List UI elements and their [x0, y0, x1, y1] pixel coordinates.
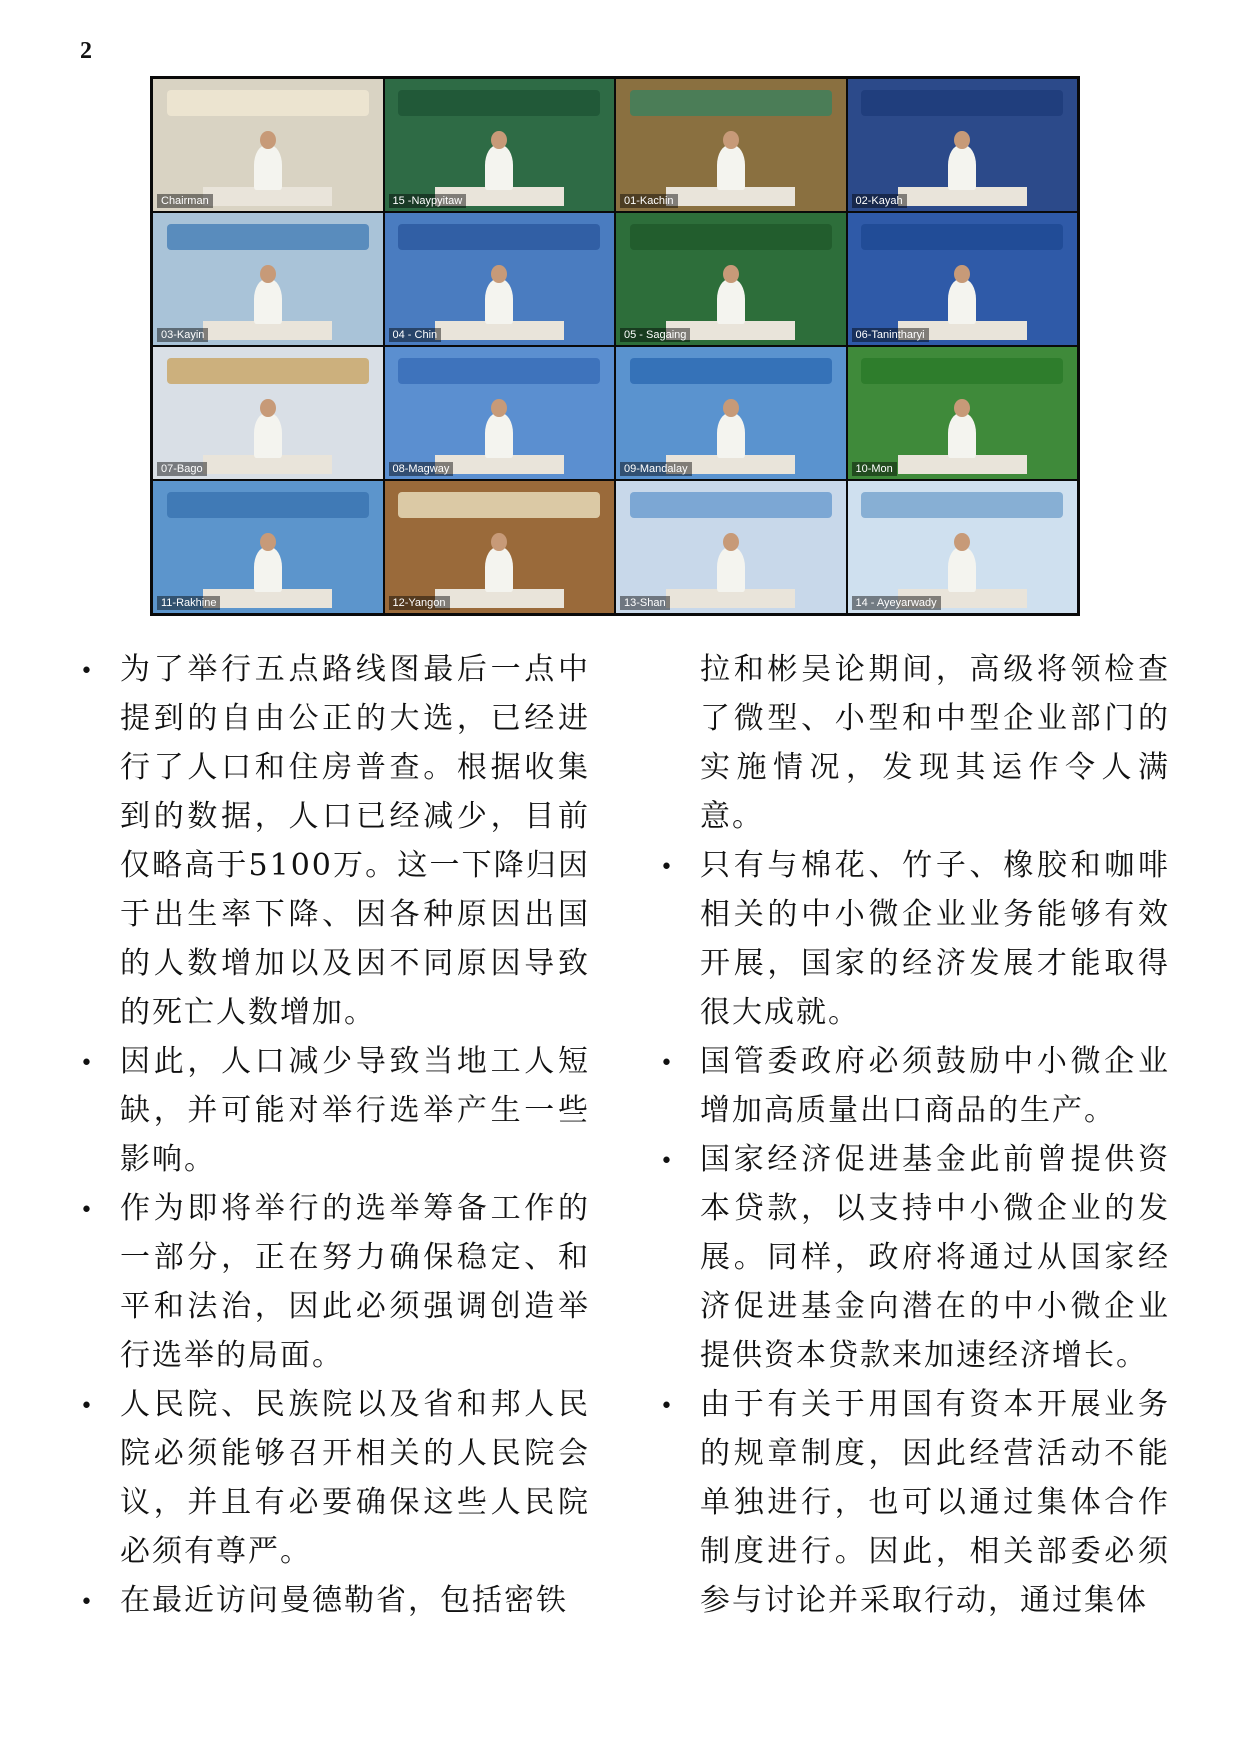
tile-label: 05 - Sagaing: [620, 328, 690, 342]
tile-label: 14 - Ayeyarwady: [852, 596, 941, 610]
speaker-figure: [948, 413, 976, 458]
speaker-figure: [485, 547, 513, 592]
tile-label: 07-Bago: [157, 462, 207, 476]
speaker-figure: [485, 413, 513, 458]
page-number: 2: [80, 38, 92, 64]
desk: [898, 187, 1027, 205]
speaker-figure: [254, 547, 282, 592]
banner-sign: [861, 492, 1063, 518]
desk: [666, 187, 795, 205]
speaker-head: [491, 131, 507, 149]
tile-label: 03-Kayin: [157, 328, 208, 342]
desk: [435, 455, 564, 473]
speaker-head: [260, 399, 276, 417]
right-bullet-list: [650, 645, 1170, 1625]
speaker-head: [954, 131, 970, 149]
bullet-paragraph: • 只有与棉花、竹子、橡胶和咖啡相关的中小微企业业务能够有效开展，国家的经济发展才能取得很大成就。: [650, 841, 1170, 1037]
banner-sign: [861, 90, 1063, 116]
conference-tile: [848, 347, 1078, 479]
banner-sign: [167, 90, 369, 116]
speaker-head: [260, 265, 276, 283]
speaker-figure: [948, 547, 976, 592]
banner-sign: [630, 358, 832, 384]
speaker-figure: [254, 145, 282, 190]
article-body: [70, 645, 1170, 1625]
desk: [435, 321, 564, 339]
conference-tile: [616, 79, 846, 211]
tile-label: 09-Mandalay: [620, 462, 692, 476]
conference-tile: [848, 79, 1078, 211]
bullet-paragraph: • 作为即将举行的选举筹备工作的一部分，正在努力确保稳定、和平和法治，因此必须强调创造举行选举的局面。: [70, 1184, 590, 1380]
banner-sign: [861, 358, 1063, 384]
right-column: [650, 645, 1170, 1625]
conference-tile: [153, 347, 383, 479]
speaker-head: [723, 399, 739, 417]
speaker-head: [260, 131, 276, 149]
desk: [435, 589, 564, 607]
tile-label: 01-Kachin: [620, 194, 678, 208]
conference-tile: [616, 481, 846, 613]
speaker-figure: [485, 279, 513, 324]
banner-sign: [398, 224, 600, 250]
desk: [203, 187, 332, 205]
conference-tile: [616, 213, 846, 345]
desk: [203, 455, 332, 473]
conference-tile: [385, 213, 615, 345]
banner-sign: [167, 224, 369, 250]
speaker-figure: [948, 279, 976, 324]
bullet-paragraph: • 国管委政府必须鼓励中小微企业增加高质量出口商品的生产。: [650, 1037, 1170, 1135]
left-column: [70, 645, 590, 1625]
conference-tile: [153, 481, 383, 613]
tile-label: 06-Tanintharyi: [852, 328, 929, 342]
speaker-head: [260, 533, 276, 551]
conference-tile: [153, 79, 383, 211]
tile-label: 12-Yangon: [389, 596, 450, 610]
banner-sign: [167, 358, 369, 384]
banner-sign: [861, 224, 1063, 250]
bullet-paragraph: • 国家经济促进基金此前曾提供资本贷款，以支持中小微企业的发展。同样，政府将通过从国家经济促进基金向潜在的中小微企业提供资本贷款来加速经济增长。: [650, 1135, 1170, 1380]
banner-sign: [167, 492, 369, 518]
video-conference-photo: [150, 76, 1080, 616]
banner-sign: [398, 492, 600, 518]
tile-label: 02-Kayah: [852, 194, 907, 208]
speaker-figure: [254, 413, 282, 458]
speaker-figure: [717, 413, 745, 458]
tile-label: 13-Shan: [620, 596, 670, 610]
speaker-head: [723, 131, 739, 149]
bullet-paragraph: 拉和彬吴论期间，高级将领检查了微型、小型和中型企业部门的实施情况，发现其运作令人满意。: [700, 652, 1170, 834]
bullet-paragraph: • 人民院、民族院以及省和邦人民院必须能够召开相关的人民院会议，并且有必要确保这些人民院必须有尊严。: [70, 1380, 590, 1576]
speaker-figure: [717, 279, 745, 324]
speaker-head: [723, 533, 739, 551]
tile-label: 04 - Chin: [389, 328, 442, 342]
banner-sign: [398, 90, 600, 116]
bullet-paragraph: • 由于有关于用国有资本开展业务的规章制度，因此经营活动不能单独进行，也可以通过集体合作制度进行。因此，相关部委必须参与讨论并采取行动，通过集体: [650, 1380, 1170, 1625]
speaker-figure: [254, 279, 282, 324]
speaker-head: [954, 265, 970, 283]
conference-tile: [385, 79, 615, 211]
speaker-head: [954, 533, 970, 551]
tile-label: 15 -Naypyitaw: [389, 194, 467, 208]
banner-sign: [630, 224, 832, 250]
bullet-paragraph: • 因此，人口减少导致当地工人短缺，并可能对举行选举产生一些影响。: [70, 1037, 590, 1184]
speaker-head: [723, 265, 739, 283]
speaker-head: [954, 399, 970, 417]
bullet-paragraph: • 在最近访问曼德勒省，包括密铁: [70, 1576, 590, 1625]
bullet-paragraph: • 为了举行五点路线图最后一点中提到的自由公正的大选，已经进行了人口和住房普查。根据收集到的数据，人口已经减少，目前仅略高于5100万。这一下降归因于出生率下降、因各种原因出国的人数增加以及因不同原因导致的死亡人数增加。: [70, 645, 590, 1037]
desk: [898, 455, 1027, 473]
speaker-figure: [948, 145, 976, 190]
tile-label: 08-Magway: [389, 462, 454, 476]
speaker-head: [491, 399, 507, 417]
tile-label: 10-Mon: [852, 462, 897, 476]
banner-sign: [630, 492, 832, 518]
left-bullet-list: [70, 645, 590, 1625]
tile-label: 11-Rakhine: [157, 596, 220, 610]
conference-tile: [848, 213, 1078, 345]
conference-tile: [153, 213, 383, 345]
banner-sign: [398, 358, 600, 384]
speaker-head: [491, 265, 507, 283]
tile-label: Chairman: [157, 194, 213, 208]
conference-tile: [385, 347, 615, 479]
speaker-head: [491, 533, 507, 551]
speaker-figure: [717, 547, 745, 592]
conference-tile: [848, 481, 1078, 613]
desk: [666, 589, 795, 607]
desk: [203, 589, 332, 607]
banner-sign: [630, 90, 832, 116]
speaker-figure: [717, 145, 745, 190]
speaker-figure: [485, 145, 513, 190]
desk: [203, 321, 332, 339]
conference-tile: [616, 347, 846, 479]
conference-tile: [385, 481, 615, 613]
